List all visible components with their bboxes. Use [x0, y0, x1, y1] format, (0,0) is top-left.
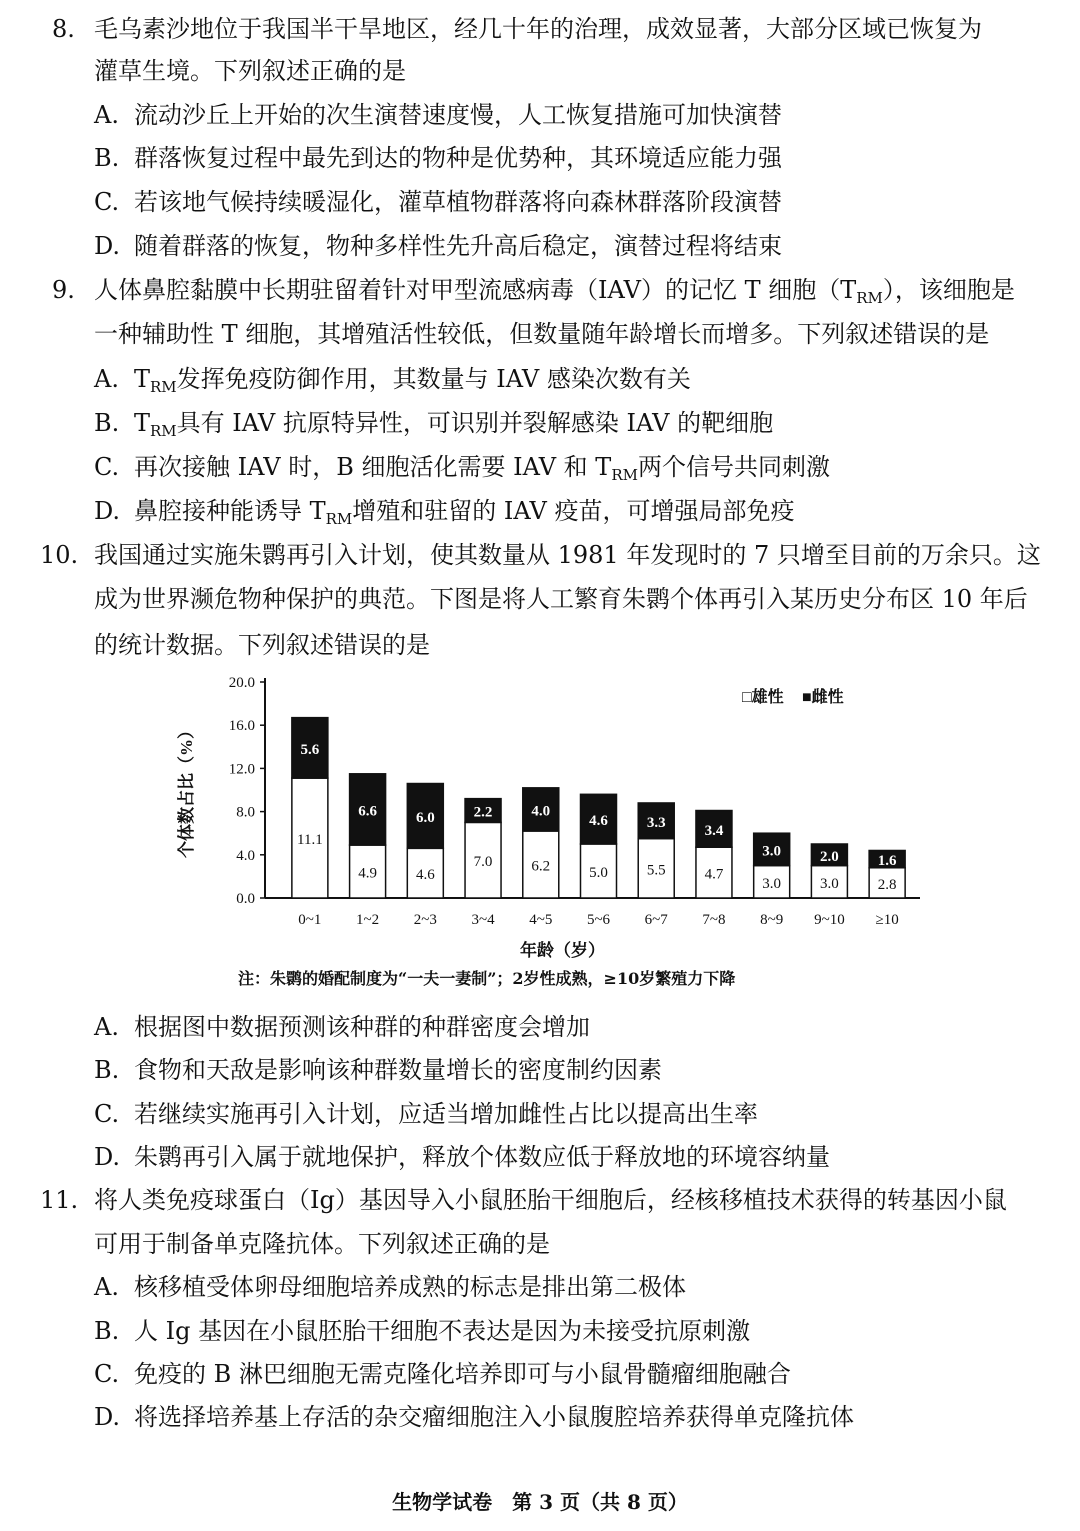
q10-stem-line1: 10. 我国通过实施朱鹮再引入计划，使其数量从 1981 年发现时的 7 只增至目前的万余只。这: [40, 541, 1041, 569]
x-axis-label: 年龄（岁）: [520, 941, 605, 960]
y-tick-label: 16.0: [228, 718, 255, 735]
y-tick-label: 8.0: [236, 804, 255, 821]
q8-option-b: B. 群落恢复过程中最先到达的物种是优势种，其环境适应能力强: [94, 144, 782, 172]
q10-stem-line3: 的统计数据。下列叙述错误的是: [94, 631, 430, 659]
q9-stem-line2: 一种辅助性 T 细胞，其增殖活性较低，但数量随年龄增长而增多。下列叙述错误的是: [94, 320, 990, 348]
data-label-male: 4.6: [415, 867, 435, 884]
x-tick-label: 0~1: [298, 912, 322, 928]
x-tick-label: 5~6: [586, 912, 611, 928]
data-label-female: 3.4: [704, 822, 724, 839]
x-tick-label: 7~8: [702, 912, 726, 928]
q11-option-a: A. 核移植受体卵母细胞培养成熟的标志是排出第二极体: [94, 1273, 686, 1301]
q9-option-b: B. $T_{RM}$具有 IAV 抗原特异性，可识别并裂解感染 IAV 的靶细胞: [94, 409, 774, 440]
q9-number: 9.: [52, 276, 75, 304]
x-tick-label: 6~7: [644, 912, 668, 928]
x-tick-label: 2~3: [413, 912, 437, 928]
data-label-male: 3.0: [820, 875, 839, 892]
data-label-male: 5.5: [646, 862, 666, 879]
q8-stem-text1: 毛乌素沙地位于我国半干旱地区，经几十年的治理，成效显著，大部分区域已恢复为: [94, 15, 982, 43]
q11-number: 11.: [40, 1186, 79, 1214]
x-tick-label: 8~9: [760, 912, 784, 928]
data-label-female: 2.2: [473, 804, 493, 821]
q11-option-c: C. 免疫的 B 淋巴细胞无需克隆化培养即可与小鼠骨髓瘤细胞融合: [94, 1360, 791, 1388]
age-structure-chart: [170, 668, 930, 968]
y-tick-label: 12.0: [228, 761, 255, 778]
data-label-male: 5.0: [589, 865, 608, 881]
data-label-female: 6.0: [415, 809, 435, 826]
q9-option-c: C. 再次接触 IAV 时，B 细胞活化需要 IAV 和 $T_{RM}$两个信号共同刺激: [94, 453, 830, 484]
chart-note: 注：朱鹮的婚配制度为“一夫一妻制”；2岁性成熟，≥10岁繁殖力下降: [238, 969, 736, 988]
y-tick-label: 20.0: [228, 675, 255, 691]
q8-number: 8.: [52, 15, 75, 43]
y-tick-label: 4.0: [236, 847, 255, 864]
x-tick-label: 9~10: [814, 912, 845, 928]
data-label-male: 6.2: [531, 858, 551, 875]
data-label-female: 6.6: [358, 803, 377, 820]
q10-option-d: D. 朱鹮再引入属于就地保护，释放个体数应低于释放地的环境容纳量: [94, 1143, 830, 1171]
data-label-female: 2.0: [820, 848, 839, 865]
x-tick-label: 3~4: [471, 912, 495, 928]
q10-number: 10.: [40, 541, 79, 569]
q10-option-a: A. 根据图中数据预测该种群的种群密度会增加: [94, 1013, 590, 1041]
q11-stem-line1: 11. 将人类免疫球蛋白（Ig）基因导入小鼠胚胎干细胞后，经核移植技术获得的转基因小鼠: [40, 1186, 1007, 1214]
y-axis-label: 个体数占比（%）: [177, 722, 196, 858]
q10-option-b: B. 食物和天敌是影响该种群数量增长的密度制约因素: [94, 1056, 662, 1084]
q8-option-c: C. 若该地气候持续暖湿化，灌草植物群落将向森林群落阶段演替: [94, 188, 782, 216]
q8-option-d: D. 随着群落的恢复，物种多样性先升高后稳定，演替过程将结束: [94, 232, 782, 260]
data-label-male: 2.8: [877, 876, 897, 893]
q10-option-c: C. 若继续实施再引入计划，应适当增加雌性占比以提高出生率: [94, 1100, 758, 1128]
legend-item-male: □雄性: [742, 689, 784, 706]
data-label-female: 3.0: [762, 843, 782, 860]
q11-option-d: D. 将选择培养基上存活的杂交瘤细胞注入小鼠腹腔培养获得单克隆抗体: [94, 1403, 854, 1431]
data-label-male: 11.1: [297, 832, 323, 849]
q11-stem-line2: 可用于制备单克隆抗体。下列叙述正确的是: [94, 1230, 550, 1258]
data-label-male: 4.7: [704, 866, 724, 883]
y-tick-label: 0.0: [236, 891, 255, 907]
legend-item-female: ■雌性: [802, 689, 844, 706]
data-label-female: 1.6: [877, 853, 897, 870]
page-footer: 生物学试卷 第 3 页（共 8 页）: [392, 1490, 688, 1514]
data-label-male: 4.9: [358, 865, 377, 882]
q8-stem-line2: 灌草生境。下列叙述正确的是: [94, 57, 406, 85]
data-label-female: 4.6: [589, 813, 608, 830]
x-tick-label: 4~5: [529, 912, 553, 928]
q8-stem-line1: [52, 14, 982, 44]
q9-option-a: A. $T_{RM}$发挥免疫防御作用，其数量与 IAV 感染次数有关: [94, 365, 691, 396]
x-tick-label: ≥10: [875, 912, 899, 928]
data-label-female: 3.3: [646, 814, 666, 831]
data-label-male: 3.0: [762, 875, 782, 892]
q9-stem-line1: 9. 人体鼻腔黏膜中长期驻留着针对甲型流感病毒（IAV）的记忆 T 细胞$(T_{RM})$，该细胞是: [52, 276, 1015, 307]
q10-stem-line2: 成为世界濒危物种保护的典范。下图是将人工繁育朱鹮个体再引入某历史分布区 10 年后: [94, 585, 1028, 613]
data-label-female: 5.6: [300, 741, 320, 758]
data-label-female: 4.0: [531, 803, 551, 820]
q11-option-b: B. 人 Ig 基因在小鼠胚胎干细胞不表达是因为未接受抗原刺激: [94, 1317, 751, 1345]
q9-option-d: D. 鼻腔接种能诱导 $T_{RM}$增殖和驻留的 IAV 疫苗，可增强局部免疫: [94, 497, 795, 528]
data-label-male: 7.0: [473, 854, 493, 871]
q8-option-a: A. 流动沙丘上开始的次生演替速度慢，人工恢复措施可加快演替: [94, 101, 782, 129]
x-tick-label: 1~2: [356, 912, 380, 928]
